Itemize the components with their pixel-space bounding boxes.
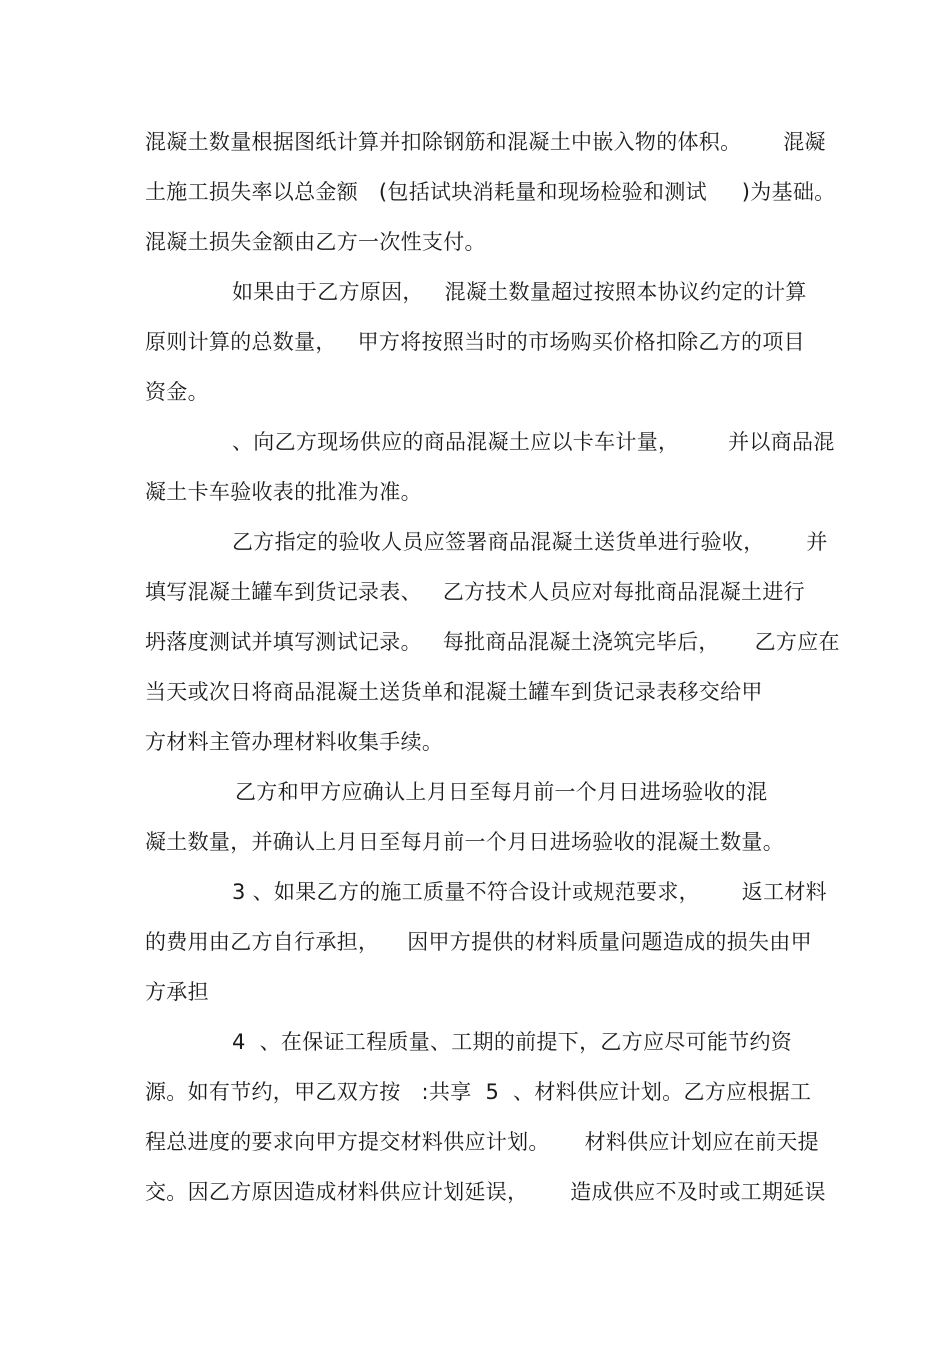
text-line-10: 填写混凝土罐车到货记录表、 乙方技术人员应对每批商品混凝土进行 <box>145 580 805 604</box>
text-line-19: 4 、在保证工程质量、工期的前提下，乙方应尽可能节约资 <box>232 1030 793 1054</box>
text-line-9: 乙方指定的验收人员应签署商品混凝土送货单进行验收， 并 <box>232 530 828 554</box>
text-line-12: 当天或次日将商品混凝土送货单和混凝土罐车到货记录表移交给甲 <box>145 680 763 704</box>
text-line-6: 资金。 <box>145 380 209 404</box>
text-line-11: 坍落度测试并填写测试记录。 每批商品混凝土浇筑完毕后， 乙方应在 <box>145 630 840 654</box>
text-line-7: 、向乙方现场供应的商品混凝土应以卡车计量， 并以商品混 <box>232 430 835 454</box>
text-line-22: 交。因乙方原因造成材料供应计划延误， 造成供应不及时或工期延误 <box>145 1180 826 1204</box>
text-line-15: 凝土数量，并确认上月日至每月前一个月日进场验收的混凝土数量。 <box>145 830 784 854</box>
text-line-2: 土施工损失率以总金额 (包括试块消耗量和现场检验和测试 )为基础。 <box>145 180 836 204</box>
text-line-1: 混凝土数量根据图纸计算并扣除钢筋和混凝土中嵌入物的体积。 混凝 <box>145 130 826 154</box>
text-line-13: 方材料主管办理材料收集手续。 <box>145 730 444 754</box>
text-line-3: 混凝土损失金额由乙方一次性支付。 <box>145 230 486 254</box>
text-line-18: 方承担 <box>145 980 209 1004</box>
text-line-4: 如果由于乙方原因， 混凝土数量超过按照本协议约定的计算 <box>232 280 807 304</box>
text-line-8: 凝土卡车验收表的批准为准。 <box>145 480 422 504</box>
text-line-5: 原则计算的总数量， 甲方将按照当时的市场购买价格扣除乙方的项目 <box>145 330 805 354</box>
text-line-20: 源。如有节约，甲乙双方按 :共享 5 、材料供应计划。乙方应根据工 <box>145 1080 812 1104</box>
text-line-14: 乙方和甲方应确认上月日至每月前一个月日进场验收的混 <box>235 780 768 804</box>
text-line-21: 程总进度的要求向甲方提交材料供应计划。 材料供应计划应在前天提 <box>145 1130 819 1154</box>
text-line-17: 的费用由乙方自行承担， 因甲方提供的材料质量问题造成的损失由甲 <box>145 930 812 954</box>
text-line-16: 3 、如果乙方的施工质量不符合设计或规范要求， 返工材料 <box>232 880 827 904</box>
